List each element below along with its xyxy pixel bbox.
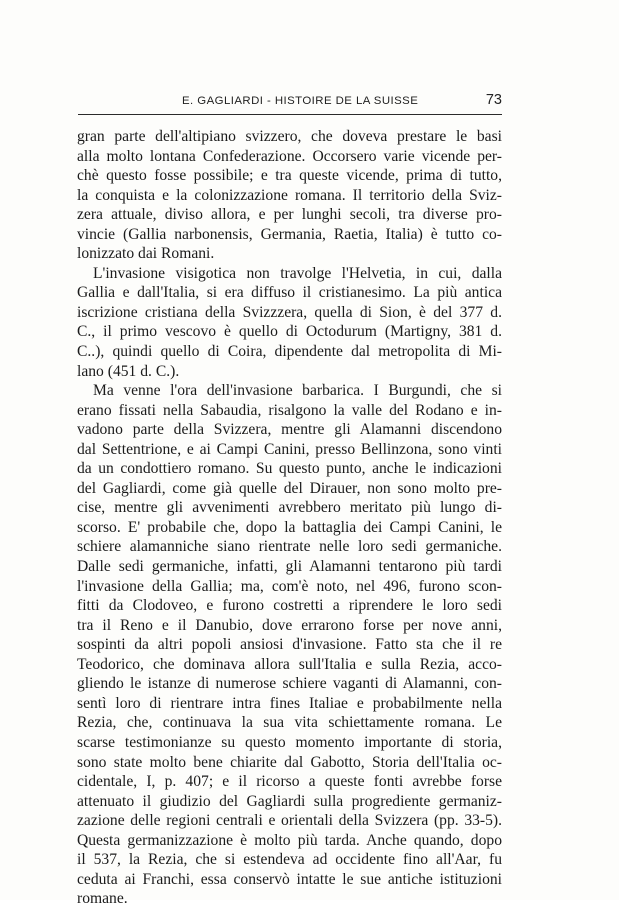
body-text <box>77 127 502 909</box>
text-line: da un condottiero romano. Su questo punto, anche le indicazioni <box>77 460 502 478</box>
text-line: vadono parte della Svizzera, mentre gli Alamanni discendono <box>77 421 502 439</box>
text-line: chè questo fosse possibile; e tra queste vicende, prima di tutto, <box>77 167 502 185</box>
text-line: sono state molto bene chiarite dal Gabotto, Storia dell'Italia oc- <box>77 753 502 771</box>
text-line: cidentale, I, p. 407; e il ricorso a queste fonti avrebbe forse <box>77 773 502 791</box>
text-line: zera attuale, diviso allora, e per lunghi secoli, tra diverse pro- <box>77 206 502 224</box>
header-rule <box>78 114 502 115</box>
text-line: Dalle sedi germaniche, infatti, gli Alamanni tentarono più tardi <box>77 558 502 576</box>
text-line: C..), quindi quello di Coira, dipendente dal metropolita di Mi- <box>77 343 502 361</box>
text-line: lano (451 d. C.). <box>77 362 180 380</box>
text-line: sospinti da altri popoli ansiosi d'invasione. Fatto sta che il re <box>77 636 502 654</box>
text-line: erano fissati nella Sabaudia, risalgono la valle del Rodano e in- <box>77 401 502 419</box>
text-line: schiere alamanniche siano rientrate nelle loro sedi germaniche. <box>77 538 502 556</box>
text-line: zazione delle regioni centrali e orientali della Svizzera (pp. 33-5). <box>77 812 502 830</box>
text-line: iscrizione cristiana della Svizzzera, quella di Sion, è del 377 d. <box>77 303 502 321</box>
text-line: scarse testimonianze su questo momento importante di storia, <box>77 733 502 751</box>
text-line: dal Settentrione, e ai Campi Canini, presso Bellinzona, sono vinti <box>77 440 502 458</box>
text-line: del Gagliardi, come già quelle del Dirauer, non sono molto pre- <box>77 479 502 497</box>
text-line: lonizzato dai Romani. <box>77 245 215 263</box>
text-line: Teodorico, che dominava allora sull'Italia e sulla Rezia, acco- <box>77 655 502 673</box>
text-line: il 537, la Rezia, che si estendeva ad occidente fino all'Aar, fu <box>77 851 502 869</box>
text-line: fitti da Clodoveo, e furono costretti a riprendere le loro sedi <box>77 597 502 615</box>
text-line: vincie (Gallia narbonensis, Germania, Raetia, Italia) è tutto co- <box>77 225 502 243</box>
text-line: Rezia, che, continuava la sua vita schiettamente romana. Le <box>77 714 502 732</box>
text-line: scorso. E' probabile che, dopo la battaglia dei Campi Canini, le <box>77 518 502 536</box>
text-line: Ma venne l'ora dell'invasione barbarica. I Burgundi, che si <box>93 382 502 400</box>
text-line: sentì loro di rientrare intra fines Italiae e probabilmente nella <box>77 694 502 712</box>
running-title: E. GAGLIARDI - HISTOIRE DE LA SUISSE <box>182 95 419 107</box>
text-line: alla molto lontana Confederazione. Occorsero varie vicende per- <box>77 147 502 165</box>
page-header <box>78 92 502 114</box>
text-line: L'invasione visigotica non travolge l'Helvetia, in cui, dalla <box>93 264 502 282</box>
text-line: gliendo le istanze di numerose schiere vaganti di Alamanni, con- <box>77 675 502 693</box>
text-line: Questa germanizzazione è molto più tarda. Anche quando, dopo <box>77 831 502 849</box>
text-line: ceduta ai Franchi, essa conservò intatte le sue antiche istituzioni <box>77 870 502 888</box>
text-line: attenuato il giudizio del Gagliardi sulla progrediente germaniz- <box>77 792 502 810</box>
text-line: la conquista e la colonizzazione romana. Il territorio della Sviz- <box>77 186 502 204</box>
text-line: tra il Reno e il Danubio, dove errarono forse per nove anni, <box>77 616 502 634</box>
text-line: gran parte dell'altipiano svizzero, che doveva prestare le basi <box>77 128 502 145</box>
text-line: cise, mentre gli avvenimenti avrebbero meritato più lungo di- <box>77 499 502 517</box>
text-line: romane. <box>77 890 128 908</box>
text-line: Gallia e dall'Italia, si era diffuso il cristianesimo. La più antica <box>77 284 502 302</box>
page-number: 73 <box>485 92 502 108</box>
text-line: C., il primo vescovo è quello di Octodurum (Martigny, 381 d. <box>77 323 502 341</box>
text-line: l'invasione della Gallia; ma, com'è noto, nel 496, furono scon- <box>77 577 502 595</box>
